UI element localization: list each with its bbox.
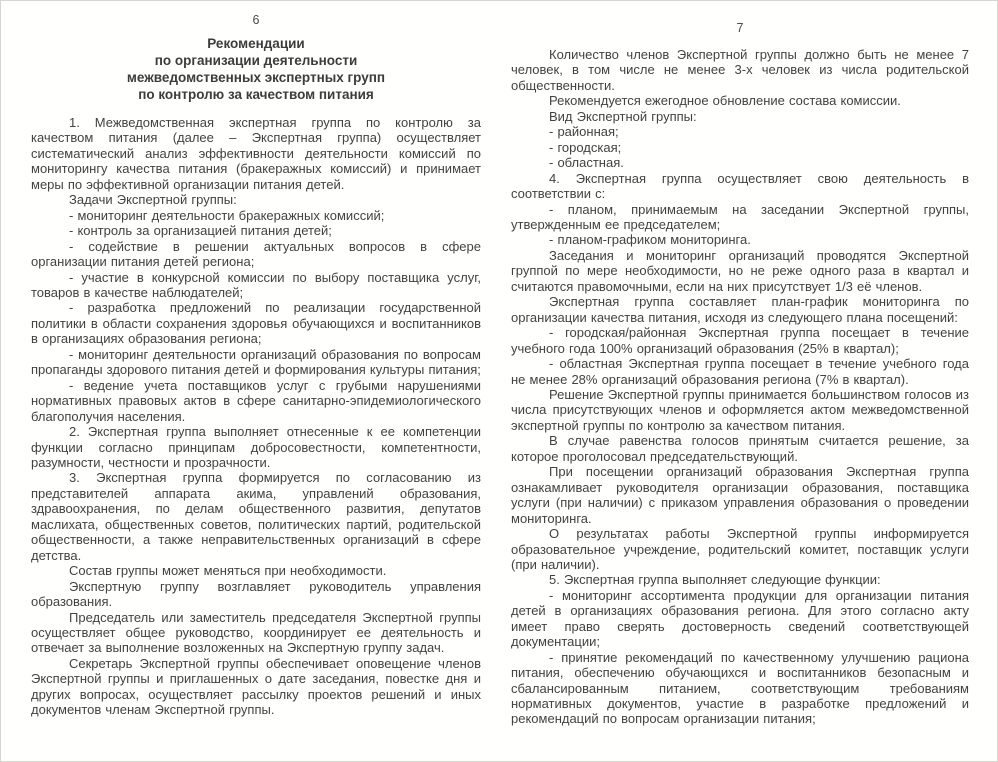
paragraph: - городская/районная Экспертная группа посещает в течение учебного года 100% организаций образования (25% в квартал); bbox=[511, 325, 969, 356]
paragraph: Вид Экспертной группы: bbox=[549, 108, 697, 124]
page-number: 7 bbox=[736, 21, 744, 35]
paragraph: - планом-графиком мониторинга. bbox=[549, 232, 751, 248]
paragraph: - городская; bbox=[549, 139, 622, 155]
paragraph: - районная; bbox=[549, 124, 619, 140]
paragraph: - содействие в решении актуальных вопросов в сфере организации питания детей региона; bbox=[31, 238, 481, 270]
document-title-line: Рекомендации bbox=[207, 36, 305, 51]
paragraph: Экспертную группу возглавляет руководитель управления образования. bbox=[31, 578, 481, 610]
document-page-7 bbox=[511, 21, 969, 727]
paragraph: 3. Экспертная группа формируется по согласованию из представителей аппарата акима, управлений образования, здравоохранения, по делам общественного развития, депутатов маслихата, общественных советов, политических партий, родительской общественности, а также неправительственных организаций в сфере детства. bbox=[31, 470, 481, 563]
paragraph: Заседания и мониторинг организаций проводятся Экспертной группой по мере необходимости, но не реже одного раза в квартал и считаются правомочными, если на них присутствует 1/3 её членов. bbox=[511, 247, 969, 294]
document-title-line: межведомственных экспертных групп bbox=[126, 70, 386, 85]
paragraph: - мониторинг деятельности организаций образования по вопросам пропаганды здорового питания детей и формирования культуры питания; bbox=[31, 346, 481, 378]
paragraph: - контроль за организацией питания детей; bbox=[69, 223, 332, 239]
paragraph: - ведение учета поставщиков услуг с грубыми нарушениями нормативных правовых актов в сфере санитарно-эпидемиологического благополучия населения. bbox=[31, 377, 481, 424]
page-number: 6 bbox=[252, 13, 260, 27]
paragraph: Состав группы может меняться при необходимости. bbox=[69, 563, 387, 579]
page-6-body bbox=[31, 115, 481, 718]
document-title-line: по организации деятельности bbox=[154, 53, 358, 68]
paragraph: Решение Экспертной группы принимается большинством голосов из числа присутствующих членов и оформляется актом межведомственной экспертной группы по контролю за качеством питания. bbox=[511, 386, 969, 433]
paragraph: Секретарь Экспертной группы обеспечивает оповещение членов Экспертной группы и приглашенных о дате заседания, повестке дня и других вопросах, осуществляет рассылку проектов решений и иных документов членам Экспертной группы. bbox=[31, 655, 481, 718]
paragraph: В случае равенства голосов принятым считается решение, за которое проголосовал председательствующий. bbox=[511, 433, 969, 464]
paragraph: При посещении организаций образования Экспертная группа ознакамливает руководителя организации образования, поставщика услуги (при наличии) с приказом управления образования о проведении мониторинга. bbox=[511, 464, 969, 526]
paragraph: 4. Экспертная группа осуществляет свою деятельность в соответствии с: bbox=[511, 170, 969, 202]
paragraph: Экспертная группа составляет план-график мониторинга по организации качества питания, исходя из следующего плана посещений: bbox=[511, 294, 969, 325]
paragraph: Задачи Экспертной группы: bbox=[69, 192, 237, 208]
paragraph: - областная Экспертная группа посещает в течение учебного года не менее 28% организаций образования региона (7% в квартал). bbox=[511, 356, 969, 387]
paragraph: 2. Экспертная группа выполняет отнесенные к ее компетенции функции согласно принципам добросовестности, компетентности, разумности, честности и прозрачности. bbox=[31, 424, 481, 470]
paragraph: - принятие рекомендаций по качественному улучшению рациона питания, обеспечению обучающихся и воспитанников безопасным и сбалансированным питанием, соответствующим требованиям нормативных документов, участие в разработке предложений и рекомендаций по вопросам организации питания; bbox=[511, 649, 969, 727]
paragraph: - областная. bbox=[549, 155, 624, 171]
paragraph: Количество членов Экспертной группы должно быть не менее 7 человек, в том числе не менее 3-х человек из числа родительской общественности. bbox=[511, 47, 969, 93]
paragraph: О результатах работы Экспертной группы информируется образовательное учреждение, родительский комитет, поставщик услуги (при наличии). bbox=[511, 526, 969, 572]
paragraph: - мониторинг деятельности бракеражных комиссий; bbox=[69, 207, 385, 223]
paragraph: Рекомендуется ежегодное обновление состава комиссии. bbox=[549, 93, 901, 109]
document-title-line: по контролю за качеством питания bbox=[138, 87, 374, 102]
paragraph: - мониторинг ассортимента продукции для организации питания детей в организациях образования региона. Для этого согласно акту имеет право сверять достоверность сведений соответствующей документации; bbox=[511, 587, 969, 650]
paragraph: 5. Экспертная группа выполняет следующие функции: bbox=[549, 572, 881, 588]
paragraph: - разработка предложений по реализации государственной политики в области сохранения здоровья обучающихся и воспитанников в организациях образования региона; bbox=[31, 300, 481, 347]
paragraph: Председатель или заместитель председателя Экспертной группы осуществляет общее руководство, координирует ее деятельность и отвечает за выполнение возложенных на Экспертную группу задач. bbox=[31, 609, 481, 656]
page-7-body bbox=[511, 47, 969, 727]
paragraph: 1. Межведомственная экспертная группа по контролю за качеством питания (далее – Экспертная группа) осуществляет систематический анализ эффективности деятельности комиссий по мониторингу качества питания (бракеражных комиссий) и принимает меры по эффективной организации питания детей. bbox=[31, 115, 481, 192]
paragraph: - планом, принимаемым на заседании Экспертной группы, утвержденным ее председателем; bbox=[511, 201, 969, 232]
document-title bbox=[31, 35, 481, 103]
paragraph: - участие в конкурсной комиссии по выбору поставщика услуг, товаров в качестве наблюдателей; bbox=[31, 269, 481, 300]
document-page-6 bbox=[31, 13, 481, 718]
